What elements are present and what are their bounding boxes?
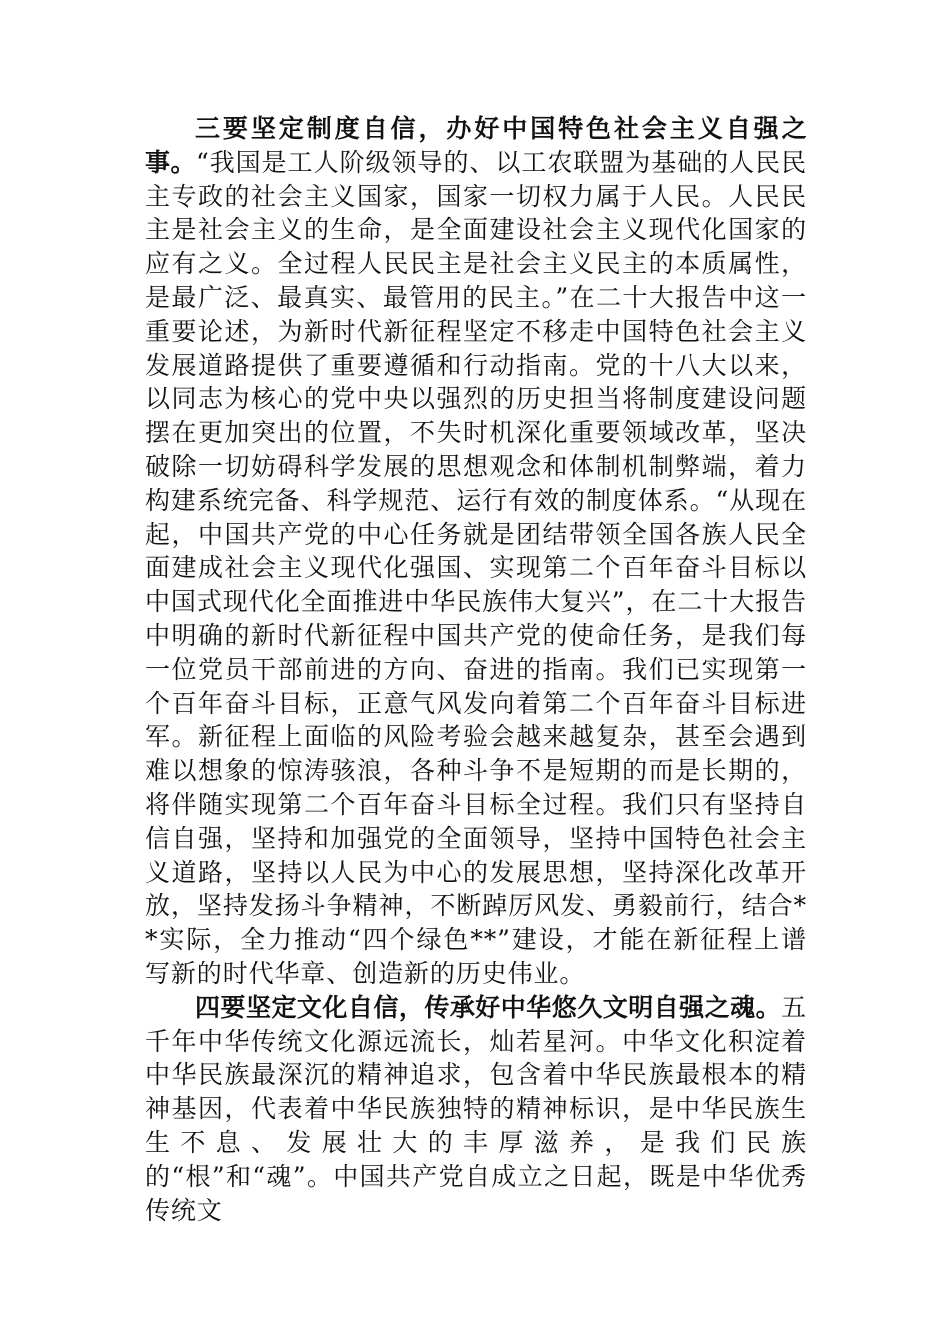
paragraph-body-text: 五千年中华传统文化源远流长，灿若星河。中华文化积淀着中华民族最深沉的精神追求，包含着中华民族最根本的精神基因，代表着中华民族独特的精神标识，是中华民族生生不息、发展壮大的丰厚滋养，是我们民族的“根”和“魂”。中国共产党自成立之日起，既是中华优秀传统文 xyxy=(145,992,807,1225)
paragraph-lead-heading: 三要坚定制度自信，办好中国特色社会主义自强之事。 xyxy=(145,114,807,177)
document-page xyxy=(145,112,807,1227)
paragraph-lead-heading: 四要坚定文化自信，传承好中华悠久文明自强之魂。 xyxy=(195,992,782,1022)
paragraph-institutional-confidence xyxy=(145,112,807,991)
paragraph-cultural-confidence xyxy=(145,991,807,1228)
paragraph-body-text: “我国是工人阶级领导的、以工农联盟为基础的人民民主专政的社会主义国家，国家一切权力属于人民。人民民主是社会主义的生命，是全面建设社会主义现代化国家的应有之义。全过程人民民主是社会主义民主的本质属性，是最广泛、最真实、最管用的民主。”在二十大报告中这一重要论述，为新时代新征程坚定不移走中国特色社会主义发展道路提供了重要遵循和行动指南。党的十八大以来，以同志为核心的党中央以强烈的历史担当将制度建设问题摆在更加突出的位置，不失时机深化重要领域改革，坚决破除一切妨碍科学发展的思想观念和体制机制弊端，着力构建系统完备、科学规范、运行有效的制度体系。“从现在起，中国共产党的中心任务就是团结带领全国各族人民全面建成社会主义现代化强国、实现第二个百年奋斗目标以中国式现代化全面推进中华民族伟大复兴”，在二十大报告中明确的新时代新征程中国共产党的使命任务，是我们每一位党员干部前进的方向、奋进的指南。我们已实现第一个百年奋斗目标，正意气风发向着第二个百年奋斗目标进军。新征程上面临的风险考验会越来越复杂，甚至会遇到难以想象的惊涛骇浪，各种斗争不是短期的而是长期的，将伴随实现第二个百年奋斗目标全过程。我们只有坚持自信自强，坚持和加强党的全面领导，坚持中国特色社会主义道路，坚持以人民为中心的发展思想，坚持深化改革开放，坚持发扬斗争精神，不断踔厉风发、勇毅前行，结合**实际，全力推动“四个绿色**”建设，才能在新征程上谱写新的时代华章、创造新的历史伟业。 xyxy=(145,147,807,988)
